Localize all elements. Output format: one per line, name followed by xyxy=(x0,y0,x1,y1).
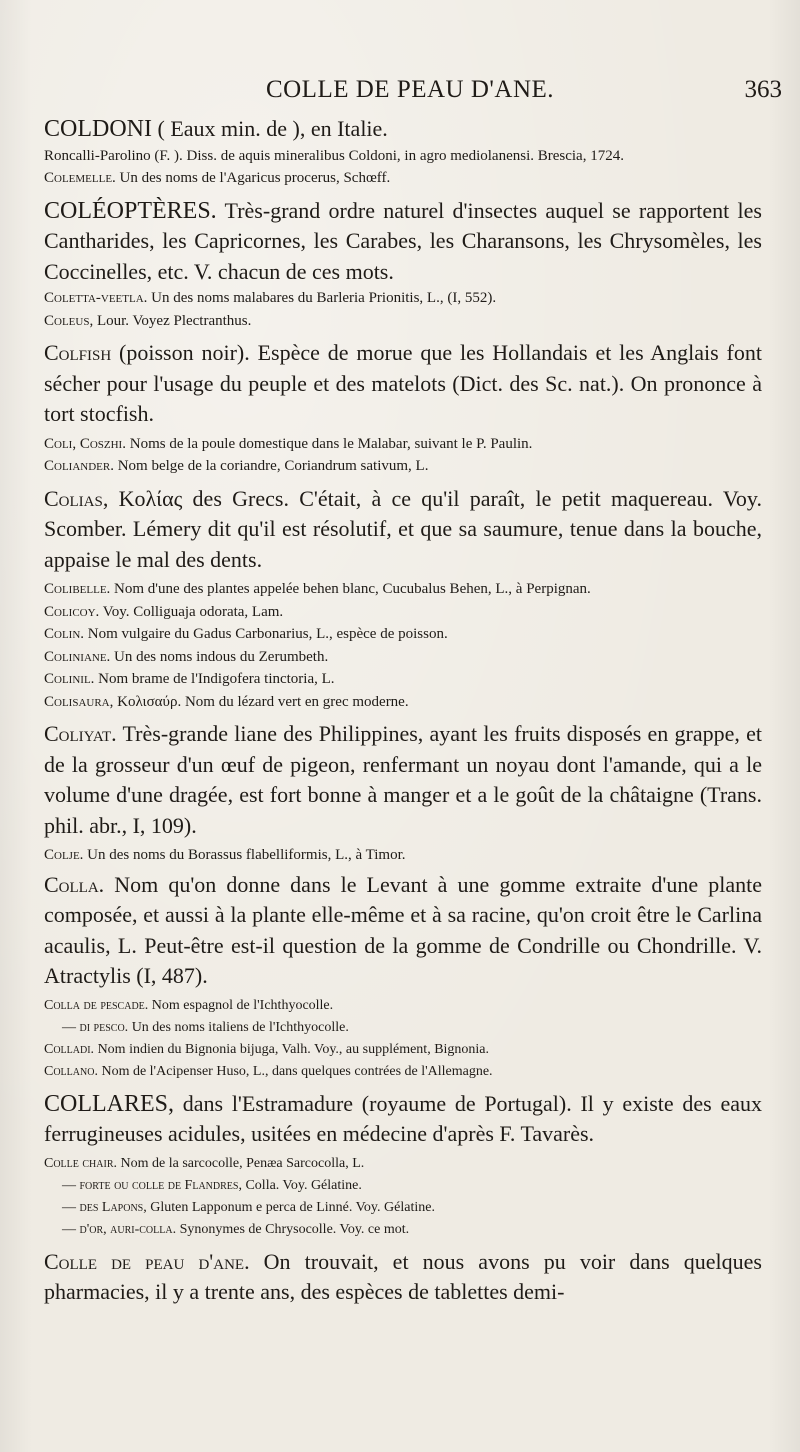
entry-colemelle xyxy=(44,167,762,190)
page-number: 363 xyxy=(744,76,782,103)
entry-head: Colicoy. xyxy=(44,603,100,620)
entry-coliander xyxy=(44,455,762,478)
entry-text: dans l'Estramadure (royaume de Portugal). Il y existe des eaux ferrugineuses acidules, usitées en médecine d'après F. Tavarès. xyxy=(44,1090,762,1146)
entry-text: Un des noms de l'Agaricus procerus, Schœff. xyxy=(115,170,391,186)
entry-head: — di pesco. xyxy=(62,1019,129,1035)
entry-text: Nom d'une des plantes appelée behen blanc, Cucubalus Behen, L., à Perpignan. xyxy=(110,581,591,597)
entry-colla-de-pescade xyxy=(44,995,762,1017)
entry-text: Un des noms malabares du Barleria Prionitis, L., (I, 552). xyxy=(147,290,497,306)
entry-text: Κολίας des Grecs. C'était, à ce qu'il paraît, le petit maquereau. Voy. Scomber. Lémery dit qu'il est résolutif, et que sa saumure, tenue dans la bouche, appaise le mal des dents. xyxy=(44,485,762,572)
entry-text: Synonymes de Chrysocolle. Voy. ce mot. xyxy=(176,1221,410,1237)
entry-text: (poisson noir). Espèce de morue que les Hollandais et les Anglais font sécher pour l'usage du peuple et des matelots (Dict. des Sc. nat.). On prononce à tort stocfish. xyxy=(44,340,762,426)
entry-coli xyxy=(44,433,762,456)
entry-colle-chair xyxy=(44,1153,762,1175)
entry-head: Colla. xyxy=(44,871,105,897)
entry-head: Colin. xyxy=(44,626,85,642)
entry-colinil xyxy=(44,668,762,691)
entry-text: Gluten Lapponum e perca de Linné. Voy. Gélatine. xyxy=(146,1199,435,1215)
entry-text: Nom brame de l'Indigofera tinctoria, L. xyxy=(94,671,335,687)
entry-text: Très-grand ordre naturel d'insectes auquel se rapportent les Cantharides, les Capricornes, les Carabes, les Charansons, les Chrysomèles, les Coccinelles, etc. V. chacun de ces mots. xyxy=(44,197,762,284)
entry-text: Un des noms du Borassus flabelliformis, L., à Timor. xyxy=(83,847,406,863)
entry-text: Très-grande liane des Philippines, ayant les fruits disposés en grappe, et de la grosseur d'un œuf de pigeon, renfermant un noyau dont l'amande, qui a le volume d'une dragée, est fort bonne à manger et a le goût de la châtaigne (Trans. phil. abr., I, 109). xyxy=(44,721,762,838)
entry-colias xyxy=(44,484,762,576)
entry-colisaura xyxy=(44,691,762,714)
entry-text: Nom vulgaire du Gadus Carbonarius, L., espèce de poisson. xyxy=(84,626,448,642)
entry-head: Colla de pescade. xyxy=(44,997,149,1013)
entry-text: Nom belge de la coriandre, Coriandrum sativum, L. xyxy=(113,458,429,474)
entry-head: Collano. xyxy=(44,1063,98,1079)
running-title: COLLE DE PEAU D'ANE. xyxy=(265,76,555,103)
entry-colin xyxy=(44,623,762,646)
entry-coletta-veetla xyxy=(44,287,762,310)
entry-head: Colias, xyxy=(44,485,109,511)
entry-head: Colje. xyxy=(44,847,84,863)
entry-text: On trouvait, et nous avons pu voir dans quelques pharmacies, il y a trente ans, des espèces de tablettes demi- xyxy=(44,1248,762,1304)
entry-head: COLÉOPTÈRES. xyxy=(44,197,217,224)
entry-text: Voy. Colliguaja odorata, Lam. xyxy=(99,603,284,620)
entry-text: Colla. Voy. Gélatine. xyxy=(241,1177,362,1193)
entry-colicoy xyxy=(44,601,762,624)
entry-text: Nom de l'Acipenser Huso, L., dans quelques contrées de l'Allemagne. xyxy=(97,1063,493,1079)
entry-coliyat xyxy=(44,719,762,841)
entry-colle-de-peau-d-ane xyxy=(44,1247,762,1308)
entry-head: Colle chair. xyxy=(44,1155,117,1171)
entry-coliniane xyxy=(44,646,762,669)
entry-colle-forte xyxy=(44,1175,762,1197)
entry-colla-di-pesco xyxy=(44,1017,762,1039)
entry-text: Nom espagnol de l'Ichthyocolle. xyxy=(148,997,334,1013)
entry-head: COLLARES, xyxy=(44,1090,175,1117)
entry-collares xyxy=(44,1089,762,1150)
entry-text: Lour. Voyez Plectranthus. xyxy=(93,312,252,329)
entry-text: Noms de la poule domestique dans le Malabar, suivant le P. Paulin. xyxy=(125,435,533,452)
entry-head: Colladi. xyxy=(44,1041,95,1057)
entry-text: Nom indien du Bignonia bijuga, Valh. Voy., au supplément, Bignonia. xyxy=(94,1041,490,1057)
entry-head: Colle de peau d'ane. xyxy=(44,1248,250,1274)
entry-colle-d-or xyxy=(44,1219,762,1241)
entry-colje xyxy=(44,844,762,867)
entry-colla xyxy=(44,870,762,992)
entry-text: Un des noms italiens de l'Ichthyocolle. xyxy=(128,1019,349,1035)
entry-text: Κολισαύρ. Nom du lézard vert en grec moderne. xyxy=(113,693,409,710)
entry-text: Nom de la sarcocolle, Penæa Sarcocolla, L. xyxy=(117,1155,365,1171)
entry-coleus xyxy=(44,310,762,333)
entry-head: Coliander. xyxy=(44,458,114,474)
entry-head: Colibelle. xyxy=(44,581,111,597)
entry-colibelle xyxy=(44,578,762,601)
entry-coldoni-reference xyxy=(44,145,762,168)
entry-coldoni xyxy=(44,114,762,145)
entry-head: — des Lapons, xyxy=(62,1199,147,1215)
entry-head: Colfish xyxy=(44,340,112,365)
entries-column xyxy=(44,114,762,1308)
entry-head: — d'or, auri-colla. xyxy=(62,1221,177,1237)
entry-text: Roncalli-Parolino (F. ). Diss. de aquis mineralibus Coldoni, in agro mediolanensi. Brescia, 1724. xyxy=(44,147,624,164)
entry-head: Colemelle. xyxy=(44,170,116,186)
entry-head: Coliyat. xyxy=(44,721,117,746)
entry-text: ( Eaux min. de ), en Italie. xyxy=(152,116,388,141)
entry-head: Coletta-veetla. xyxy=(44,290,148,306)
entry-coleopteres xyxy=(44,196,762,288)
entry-collano xyxy=(44,1061,762,1083)
entry-head: Coli, Coszhi. xyxy=(44,435,126,452)
page-header xyxy=(38,76,782,110)
entry-head: — forte ou colle de Flandres, xyxy=(62,1177,242,1193)
entry-colle-des-lapons xyxy=(44,1197,762,1219)
entry-colfish xyxy=(44,338,762,430)
entry-head: Colisaura, xyxy=(44,693,114,710)
entry-text: Nom qu'on donne dans le Levant à une gomme extraite d'une plante composée, et aussi à la plante elle-même et à sa racine, qu'on croit être le Carlina acaulis, L. Peut-être est-il question de la gomme de Condrille ou Chondrille. V. Atractylis (I, 487). xyxy=(44,871,762,988)
entry-head: Coliniane. xyxy=(44,648,111,665)
entry-head: Colinil. xyxy=(44,671,95,687)
entry-head: COLDONI xyxy=(44,116,152,142)
entry-colladi xyxy=(44,1039,762,1061)
entry-text: Un des noms indous du Zerumbeth. xyxy=(110,648,329,665)
entry-head: Coleus, xyxy=(44,312,94,329)
